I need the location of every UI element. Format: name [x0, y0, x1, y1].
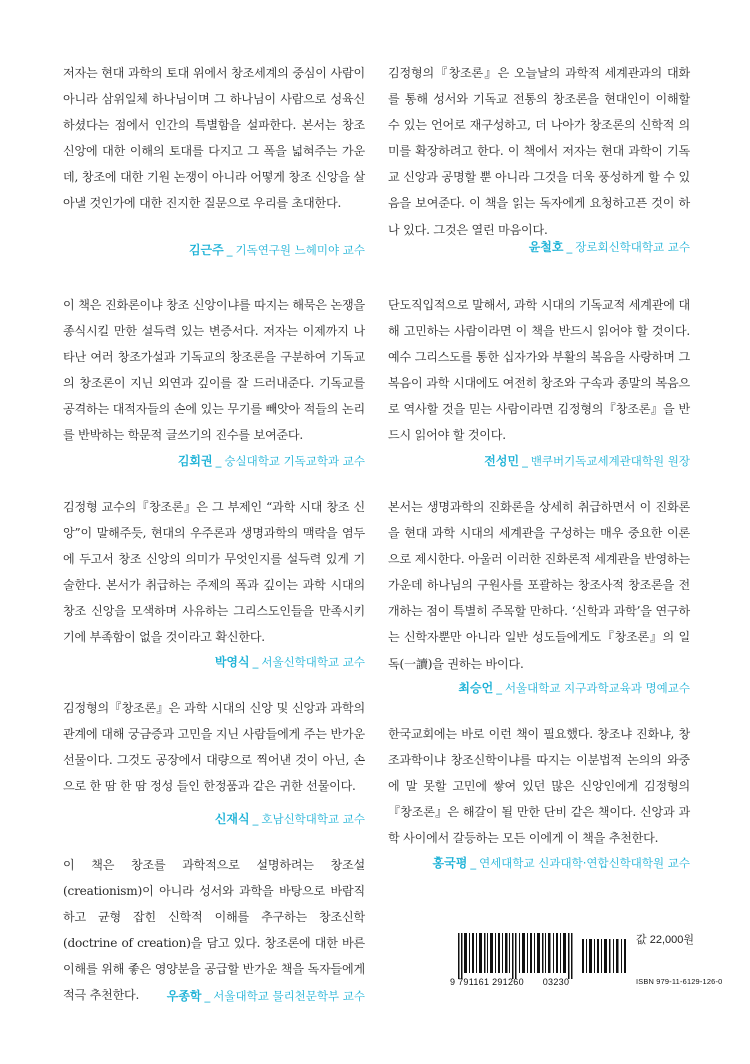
reviewer-title: 호남신학대학교 교수 [261, 812, 365, 826]
review-text: 김정형 교수의『창조론』은 그 부제인 “과학 시대 창조 신앙”이 말해주듯, 현대의 우주론과 생명과학의 맥락을 염두에 두고서 창조 신앙의 의미가 무엇인지를 설득력 있게 기술한다. 본서가 취급하는 주제의 폭과 깊이는 과학 시대의 창조 신앙을 모색하며 사유하는 그리스도인들을 만족시키기에 부족함이 없을 것이라고 확신한다. [63, 500, 365, 645]
reviewer-name: 김근주 [188, 243, 224, 257]
reviewer-name: 최승언 [458, 681, 494, 695]
reviewer-title: 서울대학교 물리천문학부 교수 [213, 989, 365, 1003]
review-text: 이 책은 진화론이냐 창조 신앙이냐를 따지는 해묵은 논쟁을 종식시킬 만한 설득력 있는 변증서다. 저자는 이제까지 나타난 여러 창조가설과 기독교의 창조론을 구분하여 기독교의 창조론이 지닌 외연과 깊이를 잘 드러내준다. 기독교를 공격하는 대적자들의 손에 있는 무기를 빼앗아 적들의 논리를 반박하는 학문적 글쓰기의 진수를 보여준다. [63, 298, 365, 443]
ean-digits: 9 791161 291260 [450, 977, 524, 987]
ean-barcode [450, 933, 630, 979]
reviewer-title: 숭실대학교 기독교학과 교수 [224, 454, 365, 468]
review-text: 이 책은 창조를 과학적으로 설명하려는 창조설(creationism)이 아니라 성서와 과학을 바탕으로 바람직하고 균형 잡힌 신학적 이해를 추구하는 창조신학(doctrine of creation)을 담고 있다. 창조론에 대한 바른 이해를 위해 좋은 영양분을 공급할 반가운 책을 독자들에게 적극 추천한다. [63, 858, 365, 1003]
review-text: 김정형의『창조론』은 과학 시대의 신앙 및 신앙과 과학의 관계에 대해 궁금증과 고민을 지닌 사람들에게 주는 반가운 선물이다. 그것도 공장에서 대량으로 찍어낸 것이 아닌, 손으로 한 땀 한 땀 정성 들인 한정품과 같은 귀한 선물이다. [63, 701, 365, 794]
review-signature: 전성민 _ 밴쿠버기독교세계관대학원 원장 [484, 454, 690, 468]
review-text: 김정형의『창조론』은 오늘날의 과학적 세계관과의 대화를 통해 성서와 기독교 전통의 창조론을 현대인이 이해할 수 있는 언어로 재구성하고, 더 나아가 창조론의 신학적 의미를 확장하려고 한다. 이 책에서 저자는 현대 과학이 기독교 신앙과 공명할 뿐 아니라 그것을 더욱 풍성하게 할 수 있음을 보여준다. 이 책을 읽는 독자에게 요청하고픈 것이 하나 있다. 그것은 열린 마음이다. [388, 66, 690, 237]
reviewer-name: 윤철호 [528, 240, 564, 254]
reviewer-title: 서울대학교 지구과학교육과 명예교수 [504, 681, 690, 695]
reviewer-title: 서울신학대학교 교수 [261, 655, 365, 669]
review-signature: 최승언 _ 서울대학교 지구과학교육과 명예교수 [458, 681, 690, 695]
price-label: 값 22,000원 [636, 934, 694, 946]
reviewer-name: 우종학 [166, 989, 202, 1003]
review-text: 저자는 현대 과학의 토대 위에서 창조세계의 중심이 사람이 아니라 삼위일체 하나님이며 그 하나님이 사람으로 성육신하셨다는 점에서 인간의 특별함을 설파한다. 본서는 창조 신앙에 대한 이해의 토대를 다지고 그 폭을 넓혀주는 가운데, 창조에 대한 기원 논쟁이 아니라 어떻게 창조 신앙을 살아낼 것인가에 대한 진지한 질문으로 우리를 초대한다. [63, 66, 365, 211]
reviewer-title: 장로회신학대학교 교수 [575, 240, 690, 254]
reviewer-title: 밴쿠버기독교세계관대학원 원장 [530, 454, 690, 468]
reviewer-name: 신재식 [214, 812, 250, 826]
reviewer-title: 기독연구원 느헤미야 교수 [235, 243, 365, 257]
reviewer-name: 홍국평 [432, 856, 468, 870]
left-column [63, 60, 365, 1005]
review-signature: 김근주 _ 기독연구원 느헤미야 교수 [188, 243, 365, 257]
review-signature: 박영식 _ 서울신학대학교 교수 [214, 655, 365, 669]
review-signature: 우종학 _ 서울대학교 물리천문학부 교수 [166, 989, 365, 1003]
review-blurb [388, 494, 690, 677]
review-blurb [63, 494, 365, 651]
review-blurb [388, 292, 690, 450]
reviewer-title: 연세대학교 신과대학·연합신학대학원 교수 [479, 856, 690, 870]
review-blurb [388, 721, 690, 852]
review-text: 본서는 생명과학의 진화론을 상세히 취급하면서 이 진화론을 현대 과학 시대의 세계관을 구성하는 매우 중요한 이론으로 제시한다. 아울러 이러한 진화론적 세계관을 반영하는 가운데 하나님의 구원사를 포괄하는 창조사적 창조론을 전개하는 점이 특별히 주목할 만하다. ‘신학과 과학’을 연구하는 신학자뿐만 아니라 일반 성도들에게도『창조론』의 일독(一讀)을 권하는 바이다. [388, 500, 690, 671]
isbn-barcode-block [450, 933, 723, 991]
review-signature: 신재식 _ 호남신학대학교 교수 [214, 812, 365, 826]
review-text: 한국교회에는 바로 이런 책이 필요했다. 창조냐 진화냐, 창조과학이냐 창조신학이냐를 따지는 이분법적 논의의 와중에 말 못할 고민에 쌓여 있던 많은 신앙인에게 김정형의『창조론』은 해갈이 될 만한 단비 같은 책이다. 신앙과 과학 사이에서 갈등하는 모든 이에게 이 책을 추천한다. [388, 727, 690, 846]
review-signature: 김회권 _ 숭실대학교 기독교학과 교수 [177, 454, 365, 468]
review-signature: 윤철호 _ 장로회신학대학교 교수 [528, 240, 690, 254]
review-text: 단도직입적으로 말해서, 과학 시대의 기독교적 세계관에 대해 고민하는 사람이라면 이 책을 반드시 읽어야 할 것이다. 예수 그리스도를 통한 십자가와 부활의 복음을 사랑하며 그 복음이 과학 시대에도 여전히 창조와 구속과 종말의 복음으로 역사할 것을 믿는 사람이라면 김정형의『창조론』을 반드시 읽어야 할 것이다. [388, 298, 690, 443]
review-signature: 홍국평 _ 연세대학교 신과대학·연합신학대학원 교수 [432, 856, 690, 870]
review-blurb [63, 292, 365, 450]
right-column [388, 60, 690, 872]
isbn-number: ISBN 979-11-6129-126-0 [636, 977, 723, 986]
reviewer-name: 김회권 [177, 454, 213, 468]
reviewer-name: 박영식 [214, 655, 250, 669]
review-blurb [63, 60, 365, 255]
barcode-digits [450, 977, 630, 987]
review-blurb [63, 695, 365, 800]
addon-digits: 03230 [542, 977, 570, 987]
review-blurb [388, 60, 690, 242]
reviewer-name: 전성민 [484, 454, 520, 468]
